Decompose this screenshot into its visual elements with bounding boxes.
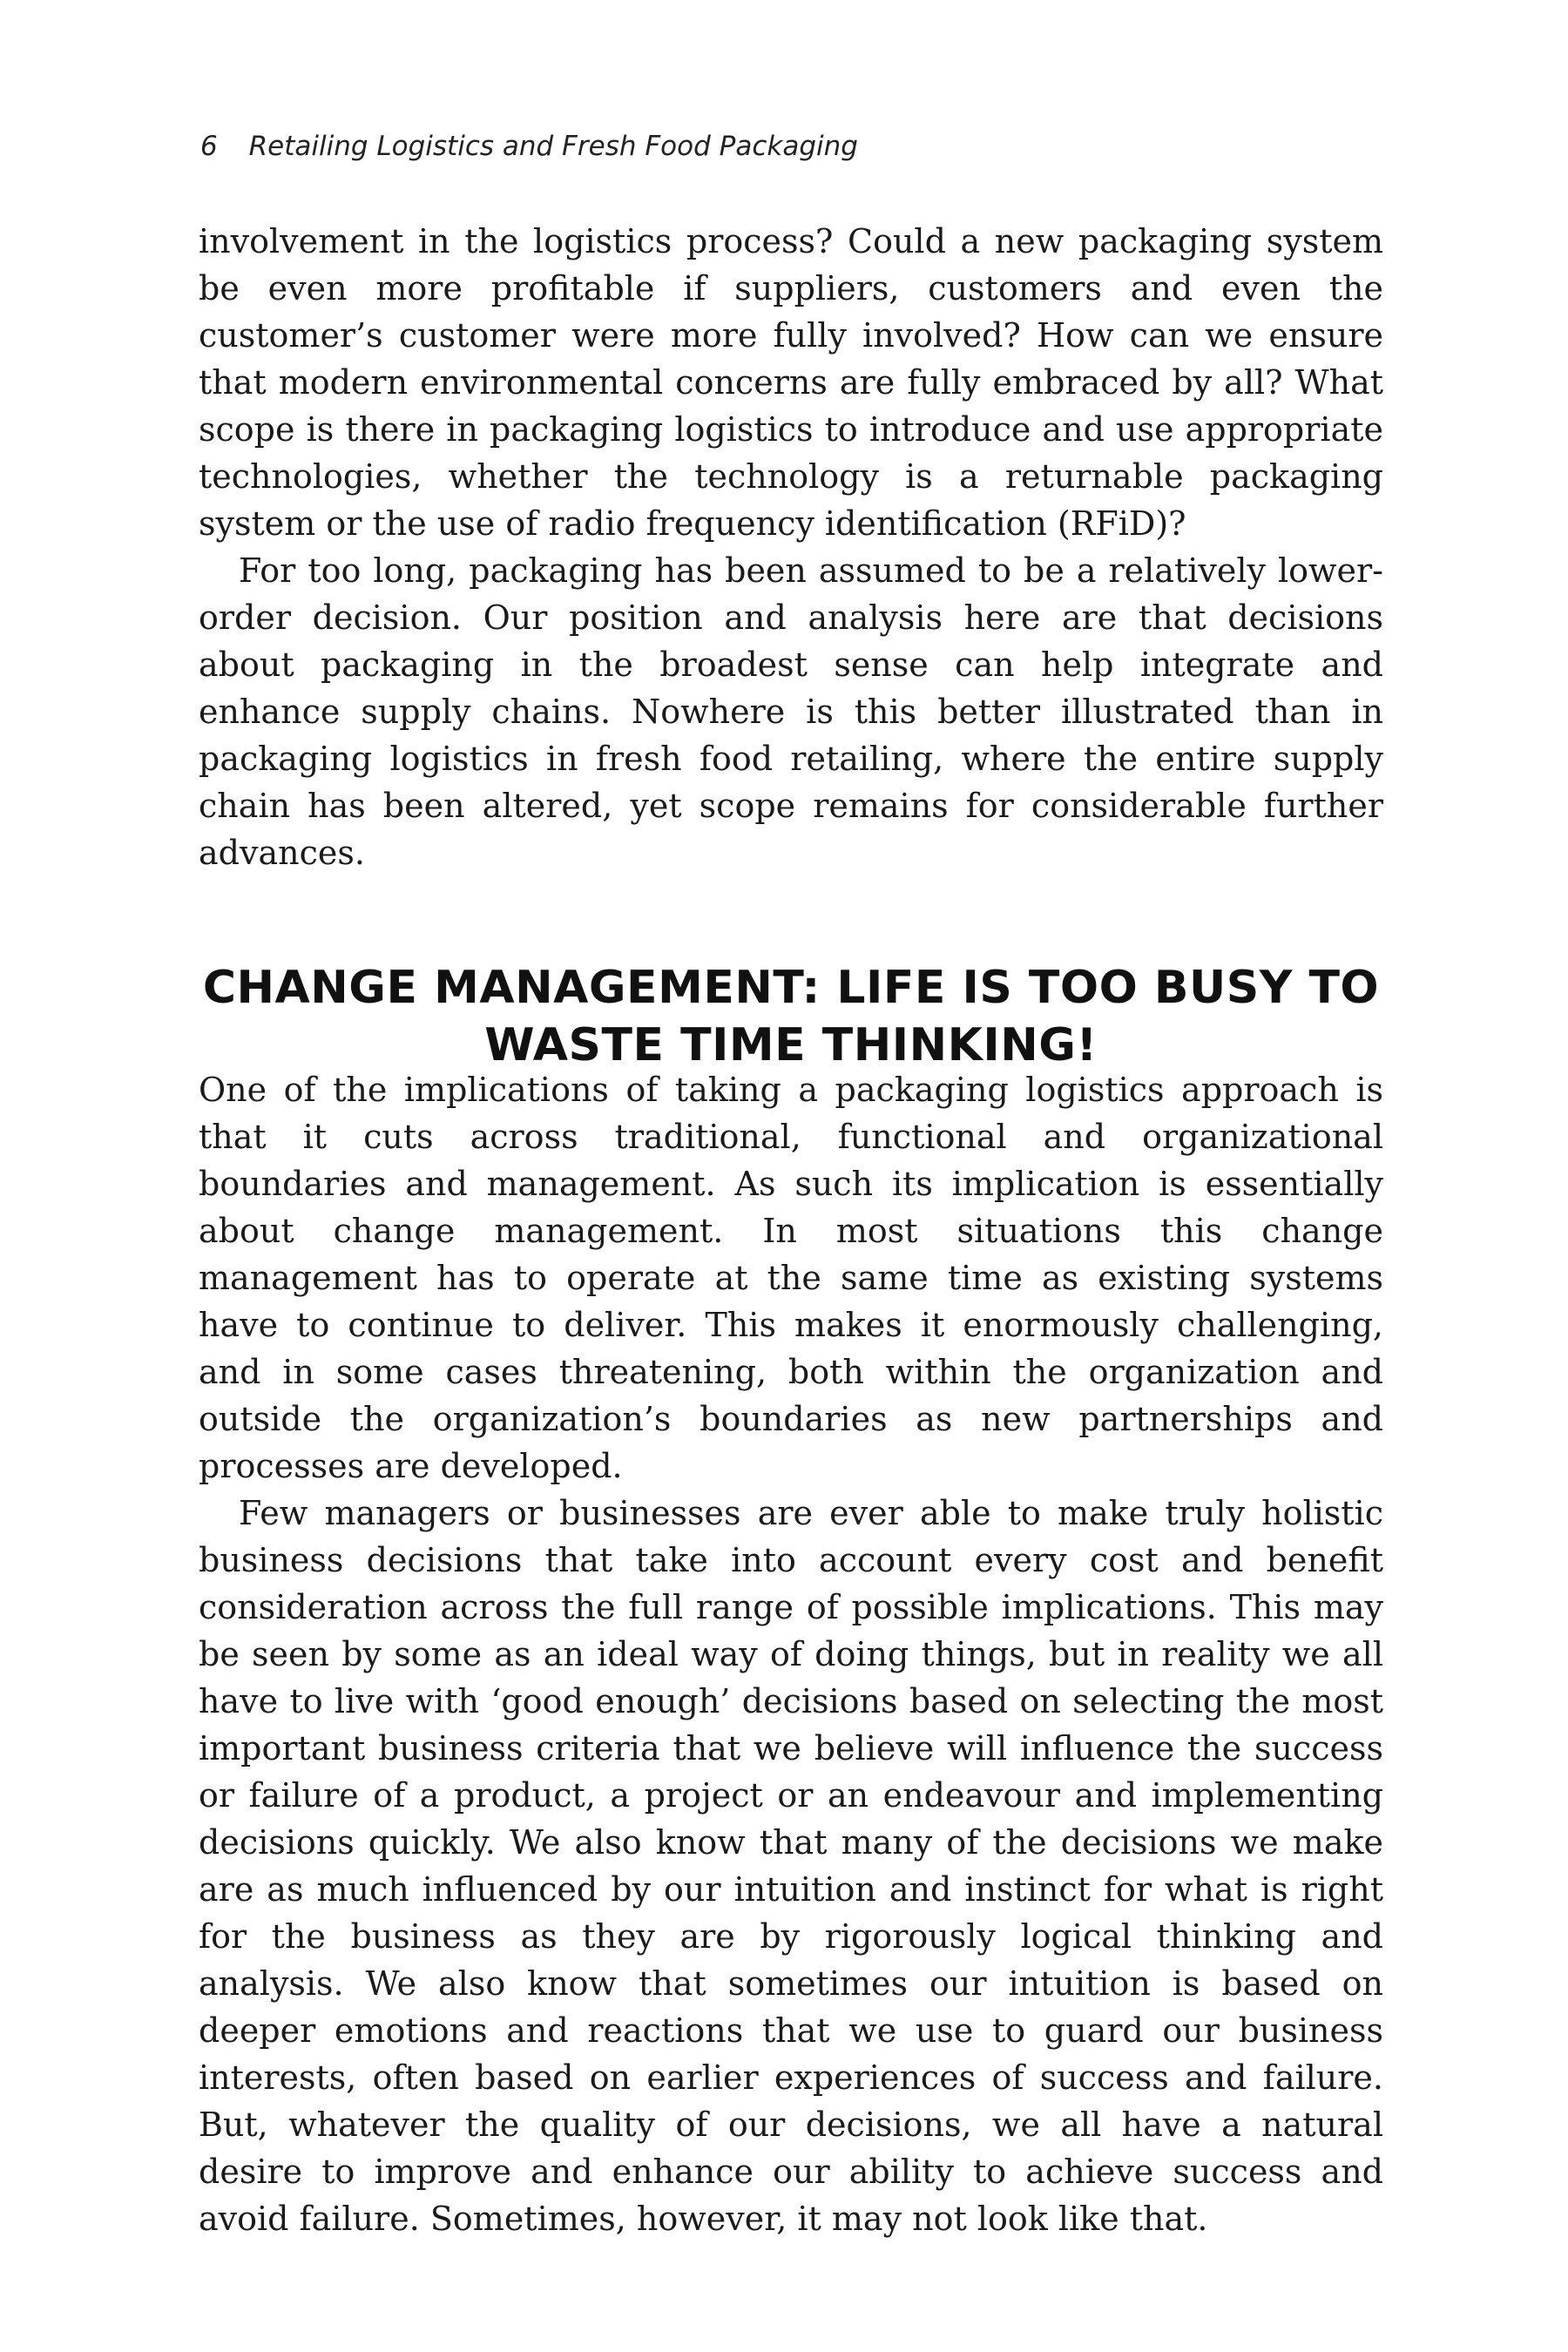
paragraph: One of the implications of taking a packaging logistics approach is that it cuts across traditional, functional and organizational boundaries and management. As such its implication is essentially about change management. In most situations this change management has to operate at the same time as existing systems have to continue to deliver. This makes it enormously challenging, and in some cases threatening, both within the organization and outside the organization’s boundaries as new partnerships and processes are developed. — [199, 1071, 1383, 1485]
body-text-block-2 — [199, 1066, 1383, 2242]
paragraph: For too long, packaging has been assumed to be a relatively lower-order decision. Our position and analysis here are that decisions about packaging in the broadest sense can help integrate and enhance supply chains. Nowhere is this better illustrated than in packaging logistics in fresh food retailing, where the entire supply chain has been altered, yet scope remains for considerable further advances. — [199, 551, 1383, 872]
body-text-block-1 — [199, 218, 1383, 876]
running-head — [200, 131, 858, 162]
page-number: 6 — [200, 131, 218, 162]
paragraph-continued: involvement in the logistics process? Could a new packaging system be even more profitable if suppliers, customers and even the customer’s customer were more fully involved? How can we ensure that modern environmental concerns are fully embraced by all? What scope is there in packaging logistics to introduce and use appropriate technologies, whether the technology is a returnable packaging system or the use of radio frequency identification (RFiD)? — [199, 222, 1383, 543]
paragraph: Few managers or businesses are ever able to make truly holistic business decisions that take into account every cost and benefit consideration across the full range of possible implications. This may be seen by some as an ideal way of doing things, but in reality we all have to live with ‘good enough’ decisions based on selecting the most important business criteria that we believe will influence the success or failure of a product, a project or an endeavour and implementing decisions quickly. We also know that many of the decisions we make are as much influenced by our intuition and instinct for what is right for the business as they are by rigorously logical thinking and analysis. We also know that sometimes our intuition is based on deeper emotions and reactions that we use to guard our business interests, often based on earlier experiences of success and failure. But, whatever the quality of our decisions, we all have a natural desire to improve and enhance our ability to achieve success and avoid failure. Sometimes, however, it may not look like that. — [199, 1494, 1383, 2238]
section-heading: CHANGE MANAGEMENT: LIFE IS TOO BUSY TO WASTE TIME THINKING! — [202, 962, 1380, 1072]
running-title: Retailing Logistics and Fresh Food Packaging — [248, 131, 858, 162]
